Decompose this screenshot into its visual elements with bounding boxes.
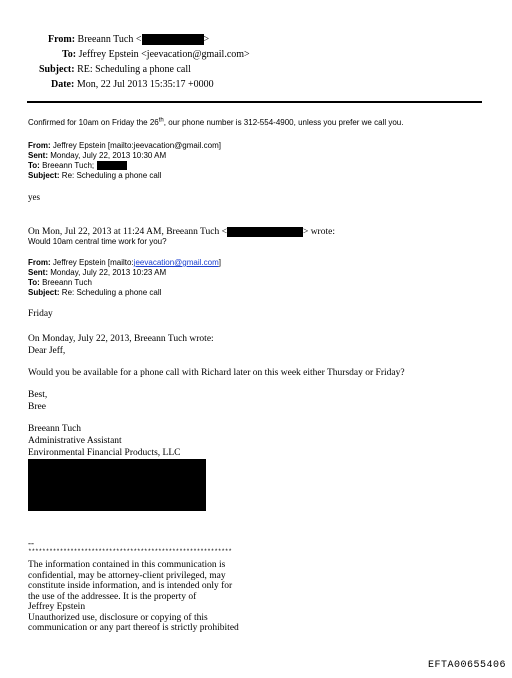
header-date-value: Mon, 22 Jul 2013 15:35:17 +0000 (76, 79, 214, 90)
signature-title: Administrative Assistant (28, 436, 122, 446)
email-link[interactable]: jeevacation@gmail.com (133, 258, 219, 267)
quote1-to-value: Breeann Tuch; (42, 161, 95, 170)
confirmation-sup: th (158, 117, 164, 124)
quote3-subject-value: Re: Scheduling a phone call (61, 288, 162, 297)
signature-name: Breeann Tuch (28, 424, 82, 434)
header-subject (39, 62, 191, 77)
signature-company: Environmental Financial Products, LLC (28, 448, 181, 458)
quote3-to-value: Breeann Tuch (42, 278, 92, 287)
redaction-box (227, 227, 303, 237)
quote1-from-value: Jeffrey Epstein [mailto:jeevacation@gmail.com] (52, 141, 221, 150)
quote3-from-prefix: Jeffrey Epstein [mailto: (52, 258, 134, 267)
disclaimer-line: Jeffrey Epstein (28, 602, 86, 612)
redaction-box (28, 459, 206, 511)
disclaimer-line: constitute inside information, and is intended only for (28, 581, 233, 591)
quote3-to-label: To: (28, 278, 40, 287)
document-id: EFTA00655406 (427, 660, 506, 671)
quote4-closing-best: Best, (28, 390, 48, 400)
quote4-body: Would you be available for a phone call with Richard later on this week either Thursday or Friday? (28, 368, 405, 378)
confirmation-text-end: , our phone number is 312-554-4900, unless you prefer we call you. (163, 118, 404, 127)
footer-disclaimer (28, 560, 239, 634)
header-from-label: From: (48, 34, 76, 45)
message-confirmation (28, 118, 403, 128)
quote4-intro: On Monday, July 22, 2013, Breeann Tuch wrote: (28, 334, 214, 344)
header-from-name: Breeann Tuch < (77, 34, 142, 45)
quote2-intro-end: > wrote: (302, 227, 335, 237)
quote3-sent-value: Monday, July 22, 2013 10:23 AM (50, 268, 167, 277)
disclaimer-line: Unauthorized use, disclosure or copying of this (28, 612, 208, 623)
quote3-sent-label: Sent: (28, 268, 48, 277)
quote3-subject-label: Subject: (28, 288, 60, 297)
footer-dashes: -- (28, 538, 34, 548)
quote1-body: yes (28, 192, 40, 202)
header-subject-value: RE: Scheduling a phone call (77, 64, 191, 75)
quote1-subject-label: Subject: (28, 171, 60, 180)
header-from-close: > (203, 34, 210, 45)
quote4-closing-name: Bree (28, 402, 46, 412)
quote1-subject-value: Re: Scheduling a phone call (61, 171, 162, 180)
quote3-from-label: From: (28, 258, 51, 267)
quote3-header (28, 258, 221, 298)
disclaimer-line: The information contained in this communication is (28, 560, 226, 570)
quote1-header (28, 141, 221, 181)
redaction-box (97, 161, 127, 170)
quote1-to-label: To: (28, 161, 40, 170)
confirmation-text: Confirmed for 10am on Friday the 26 (28, 118, 159, 127)
disclaimer-line: the use of the addressee. It is the property of (28, 591, 197, 602)
header-to-value: Jeffrey Epstein <jeevacation@gmail.com> (78, 49, 250, 60)
footer-stars: ********************************************************** (28, 548, 232, 555)
header-from (48, 32, 209, 47)
header-subject-label: Subject: (39, 64, 75, 75)
header-to-label: To: (62, 49, 77, 60)
header-to (62, 47, 250, 62)
header-date-label: Date: (51, 79, 75, 90)
quote1-from-label: From: (28, 141, 51, 150)
redaction-box (142, 34, 204, 45)
header-divider (27, 101, 482, 103)
quote3-from-suffix: ] (218, 258, 221, 267)
header-date (51, 77, 214, 92)
disclaimer-line: communication or any part thereof is strictly prohibited (28, 623, 239, 633)
quote4-greeting: Dear Jeff, (28, 346, 66, 356)
quote2-body: Would 10am central time work for you? (28, 237, 167, 246)
quote3-body: Friday (28, 309, 53, 319)
disclaimer-line: confidential, may be attorney-client privileged, may (28, 570, 226, 581)
quote1-sent-value: Monday, July 22, 2013 10:30 AM (50, 151, 167, 160)
quote2-intro-text: On Mon, Jul 22, 2013 at 11:24 AM, Breeann Tuch < (28, 227, 227, 237)
quote1-sent-label: Sent: (28, 151, 48, 160)
